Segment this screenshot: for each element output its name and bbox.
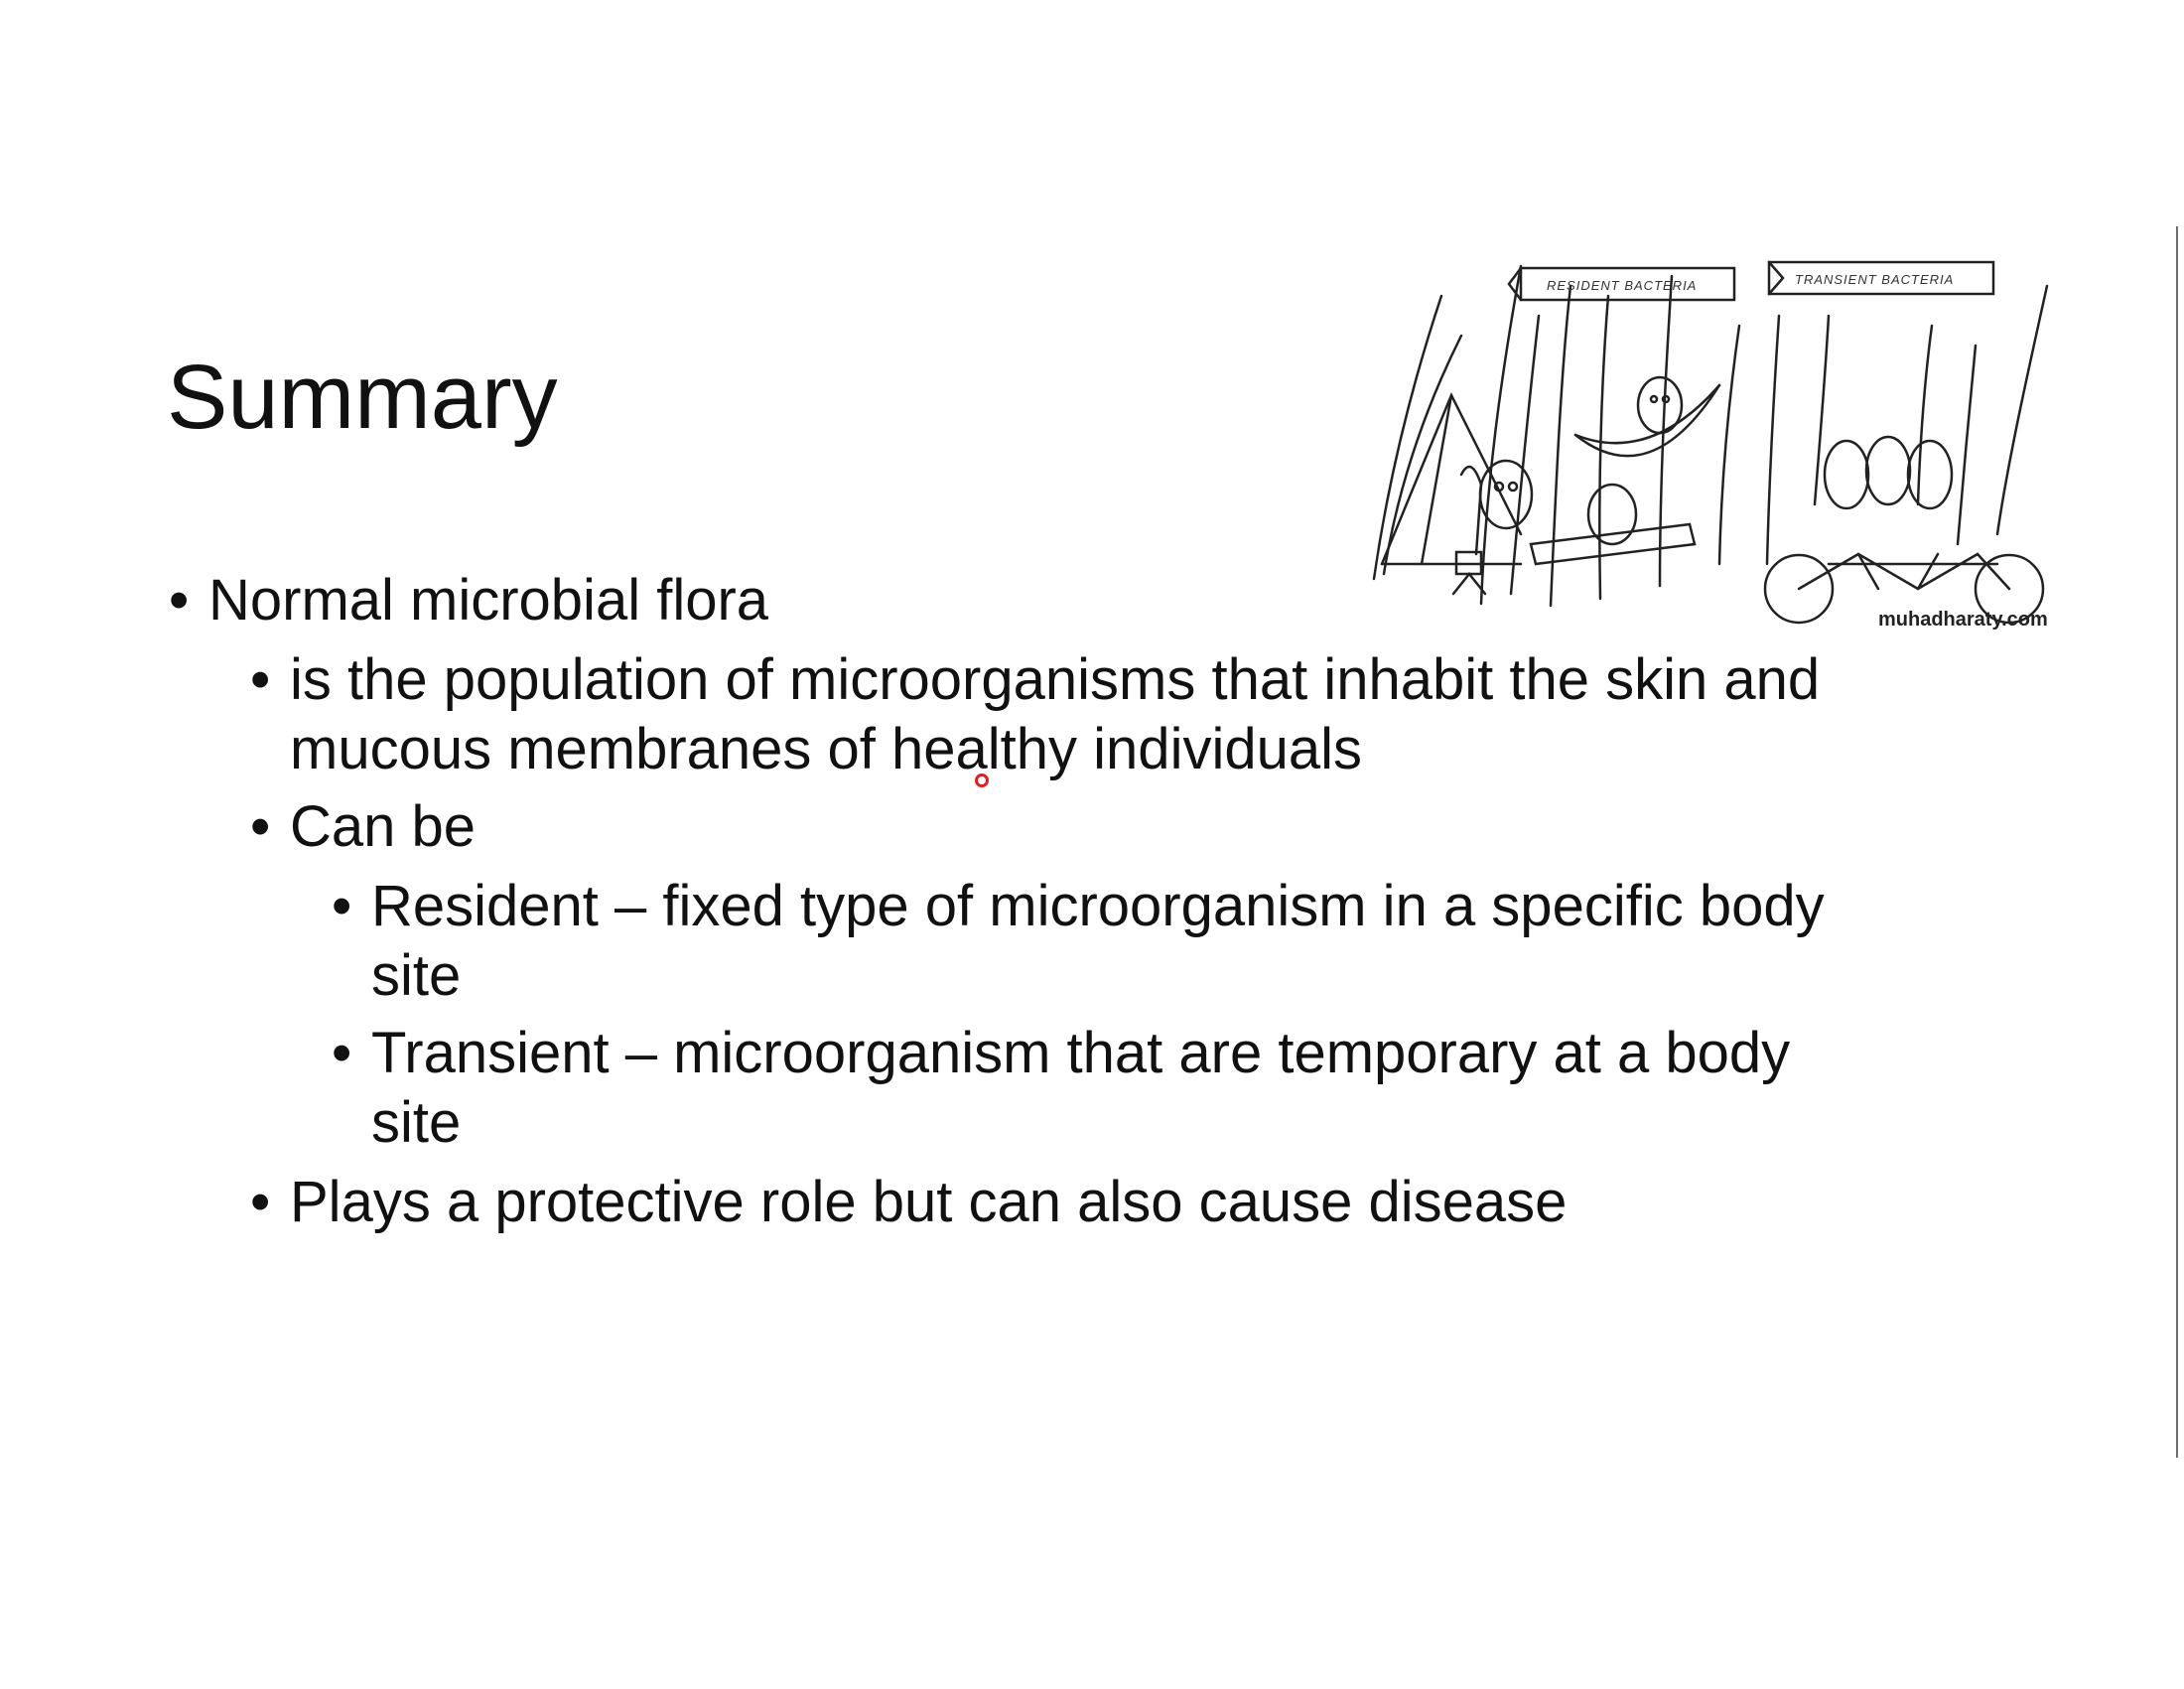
bullet-glyph: • <box>332 874 352 938</box>
bullet-item <box>332 1019 1791 1088</box>
bullet-glyph: • <box>169 568 190 633</box>
bullet-glyph: • <box>250 794 271 859</box>
bullet-item <box>250 792 477 862</box>
bullet-item <box>250 645 1821 715</box>
pointer-cursor-icon <box>975 774 989 787</box>
banner-resident-text: RESIDENT BACTERIA <box>1547 278 1698 293</box>
bullet-text: Plays a protective role but can also cause disease <box>290 1170 1568 1234</box>
bullet-item <box>169 566 769 635</box>
slide-title: Summary <box>167 347 558 448</box>
bullet-glyph: • <box>250 1170 271 1234</box>
bullet-text: mucous membranes of healthy individuals <box>290 717 1362 781</box>
bullet-text: site <box>371 1090 462 1155</box>
bullet-continuation <box>371 1088 461 1158</box>
watermark-text: muhadharaty.com <box>1878 609 2048 631</box>
bullet-text: Normal microbial flora <box>208 568 769 633</box>
bullet-continuation <box>290 715 1362 784</box>
bullet-text: site <box>371 943 462 1008</box>
bacteria-cartoon-illustration <box>1362 236 2077 643</box>
slide-edge-divider <box>2176 226 2178 1458</box>
bullet-text: Resident – fixed type of microorganism in a specific body <box>371 874 1825 938</box>
bullet-glyph: • <box>250 647 271 712</box>
banner-transient-text: TRANSIENT BACTERIA <box>1795 272 1955 287</box>
bullet-text: Can be <box>290 794 477 859</box>
bullet-continuation <box>371 941 461 1011</box>
bullet-item <box>250 1168 1568 1237</box>
bullet-item <box>332 872 1825 941</box>
bullet-text: is the population of microorganisms that inhabit the skin and <box>290 647 1821 712</box>
bullet-text: Transient – microorganism that are temporary at a body <box>371 1021 1791 1085</box>
bullet-glyph: • <box>332 1021 352 1085</box>
